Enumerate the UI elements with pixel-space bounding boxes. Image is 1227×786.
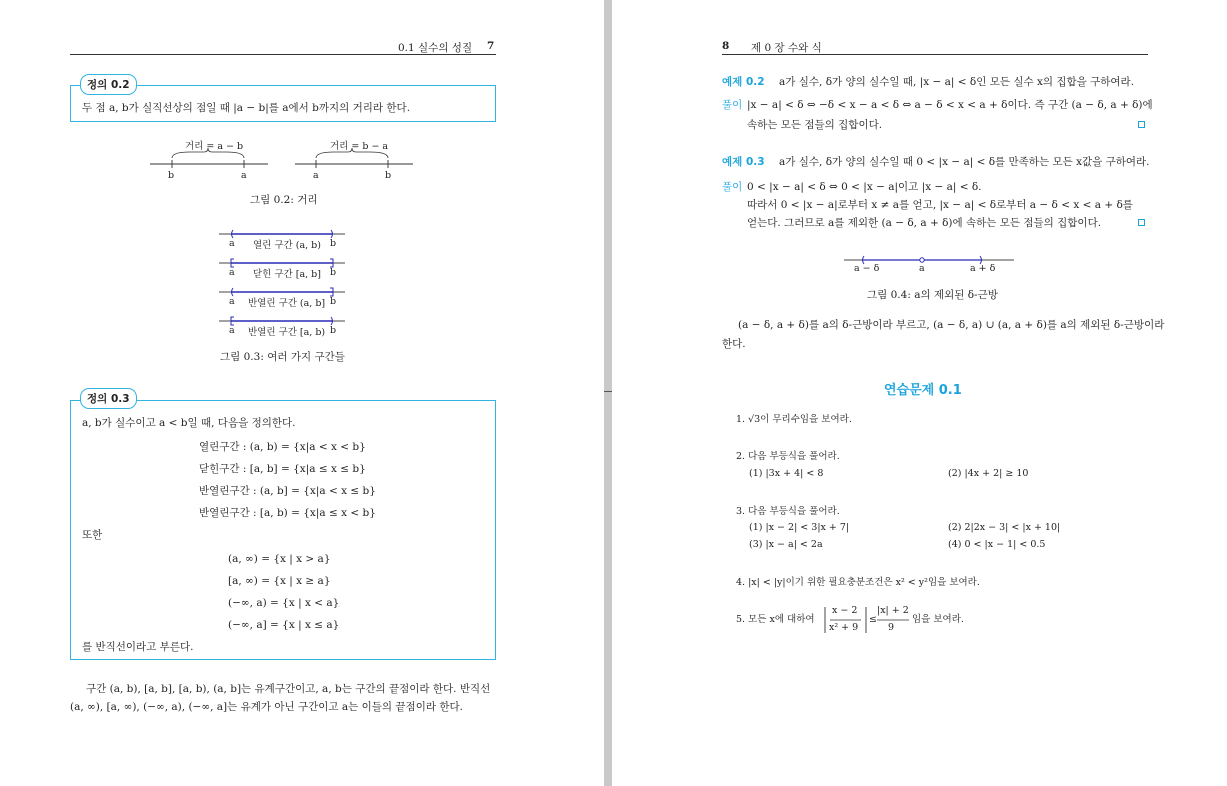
distance-label-right: 거리 = b − a	[330, 141, 389, 152]
exercise-5-prefix: 5. 모든 x에 대하여	[736, 614, 815, 625]
exercise-3-part-1: (1) |x − 2| < 3|x + 7|	[749, 522, 850, 533]
exercise-5-fraction-1-denominator: x² + 9	[829, 622, 859, 633]
distance-tick-left-1: b	[168, 170, 175, 181]
neighborhood-tick-right: a + δ	[970, 263, 996, 274]
exercise-3-part-4: (4) 0 < |x − 1| < 0.5	[948, 539, 1046, 550]
figure-0-4-caption: 그림 0.4: a의 제외된 δ-근방	[867, 289, 998, 301]
example-0-2-label: 예제 0.2	[722, 76, 765, 88]
qed-square-icon	[1138, 121, 1145, 128]
exercise-3: 3. 다음 부등식을 풀어라.	[736, 506, 840, 517]
def-half-open-interval-1: 반열린구간 : (a, b] = {x|a < x ≤ b}	[199, 485, 376, 497]
interval-3-label: 반열린 구간 (a, b]	[248, 298, 326, 309]
header-rule	[70, 54, 496, 55]
interval-4-right: b	[330, 325, 337, 336]
def-ray-4: (−∞, a] = {x | x ≤ a}	[228, 619, 340, 631]
solution-0-2-label: 풀이	[722, 99, 743, 111]
figure-0-2-caption: 그림 0.2: 거리	[250, 194, 318, 206]
paragraph-line-2: 한다.	[722, 338, 746, 350]
interval-1-left: a	[229, 238, 235, 249]
running-header-chapter: 제 0 장 수와 식	[751, 42, 822, 54]
exercise-5-fraction-2-numerator: |x| + 2	[877, 605, 909, 616]
example-0-3-text: a가 실수, δ가 양의 실수일 때 0 < |x − a| < δ를 만족하는 모든 x값을 구하여라.	[779, 156, 1150, 168]
interval-2-right: b	[330, 267, 337, 278]
exercise-2-part-1: (1) |3x + 4| < 8	[749, 468, 824, 479]
left-page	[0, 0, 604, 786]
solution-0-3-line-2: 따라서 0 < |x − a|로부터 x ≠ a를 얻고, |x − a| < δ로부터 a − δ < x < a + δ를	[747, 199, 1133, 211]
solution-0-3-line-1: 0 < |x − a| < δ ⇔ 0 < |x − a|이고 |x − a| < δ.	[747, 181, 982, 193]
exercise-2-part-2: (2) |4x + 2| ≥ 10	[948, 468, 1029, 479]
running-header-page-number: 8	[722, 40, 730, 52]
def-half-open-interval-2: 반열린구간 : [a, b) = {x|a ≤ x < b}	[199, 507, 376, 519]
distance-tick-left-2: a	[241, 170, 247, 181]
right-page	[612, 0, 1227, 786]
interval-3-left: a	[229, 296, 235, 307]
exercise-3-part-3: (3) |x − a| < 2a	[749, 539, 823, 550]
page-gutter	[604, 0, 612, 786]
solution-0-2-line-2: 속하는 모든 점들의 집합이다.	[747, 119, 883, 131]
interval-4-label: 반열린 구간 [a, b)	[248, 327, 326, 338]
exercise-2: 2. 다음 부등식을 풀어라.	[736, 451, 840, 462]
qed-square-icon	[1138, 219, 1145, 226]
solution-0-3-label: 풀이	[722, 181, 743, 193]
interval-4-left: a	[229, 325, 235, 336]
interval-2-label: 닫힌 구간 [a, b]	[253, 269, 321, 280]
definition-0-2-text: 두 점 a, b가 실직선상의 점일 때 |a − b|를 a에서 b까지의 거리라 한다.	[82, 102, 411, 114]
exercise-5-fraction-2-denominator: 9	[888, 622, 895, 633]
definition-0-3-intro: a, b가 실수이고 a < b일 때, 다음을 정의한다.	[82, 417, 296, 429]
paragraph-line-1: (a − δ, a + δ)를 a의 δ-근방이라 부르고, (a − δ, a) ∪ (a, a + δ)를 a의 제외된 δ-근방이라	[738, 319, 1165, 331]
exercise-5-fraction-1-numerator: x − 2	[832, 605, 858, 616]
solution-0-3-line-3: 얻는다. 그러므로 a를 제외한 (a − δ, a + δ)에 속하는 모든 점들의 집합이다.	[747, 217, 1102, 229]
interval-2-left: a	[229, 267, 235, 278]
example-0-2-text: a가 실수, δ가 양의 실수일 때, |x − a| < δ인 모든 실수 x의 집합을 구하여라.	[779, 76, 1135, 88]
def-ray-1: (a, ∞) = {x | x > a}	[228, 553, 331, 565]
header-rule	[722, 54, 1148, 55]
exercise-5-suffix: 임을 보여라.	[912, 614, 964, 625]
distance-tick-right-2: b	[385, 170, 392, 181]
def-ray-2: [a, ∞) = {x | x ≥ a}	[228, 575, 331, 587]
exercise-4: 4. |x| < |y|이기 위한 필요충분조건은 x² < y²임을 보여라.	[736, 577, 980, 588]
exercise-1: 1. √3이 무리수임을 보여라.	[736, 414, 852, 425]
neighborhood-tick-left: a − δ	[854, 263, 880, 274]
distance-tick-right-1: a	[313, 170, 319, 181]
paragraph-line-2: (a, ∞), [a, ∞), (−∞, a), (−∞, a]는 유계가 아닌 구간이고 a는 이들의 끝점이라 한다.	[70, 701, 463, 713]
def-closed-interval: 닫힌구간 : [a, b] = {x|a ≤ x ≤ b}	[199, 463, 366, 475]
definition-0-3-outro: 를 반직선이라고 부른다.	[82, 641, 194, 653]
neighborhood-tick-center: a	[919, 263, 925, 274]
paragraph-line-1: 구간 (a, b), [a, b], [a, b), (a, b]는 유계구간이고, a, b는 구간의 끝점이라 한다. 반직선	[86, 683, 491, 695]
definition-0-3-also: 또한	[82, 529, 103, 541]
exercises-title: 연습문제 0.1	[884, 383, 962, 398]
definition-tag-0-2: 정의 0.2	[80, 74, 137, 95]
solution-0-2-line-1: |x − a| < δ ⇔ −δ < x − a < δ ⇔ a − δ < x < a + δ이다. 즉 구간 (a − δ, a + δ)에	[747, 99, 1153, 111]
interval-1-label: 열린 구간 (a, b)	[253, 240, 321, 251]
example-0-3-label: 예제 0.3	[722, 156, 765, 168]
definition-tag-0-3: 정의 0.3	[80, 388, 137, 409]
interval-3-right: b	[330, 296, 337, 307]
def-open-interval: 열린구간 : (a, b) = {x|a < x < b}	[199, 441, 366, 453]
exercise-3-part-2: (2) 2|2x − 3| < |x + 10|	[948, 522, 1061, 533]
distance-label-left: 거리 = a − b	[185, 141, 244, 152]
exercise-5-leq: ≤	[869, 614, 877, 625]
running-header-page-number: 7	[487, 40, 495, 52]
figure-0-3-caption: 그림 0.3: 여러 가지 구간들	[220, 351, 345, 363]
interval-1-right: b	[330, 238, 337, 249]
running-header-section: 0.1 실수의 성질	[398, 42, 473, 54]
def-ray-3: (−∞, a) = {x | x < a}	[228, 597, 340, 609]
